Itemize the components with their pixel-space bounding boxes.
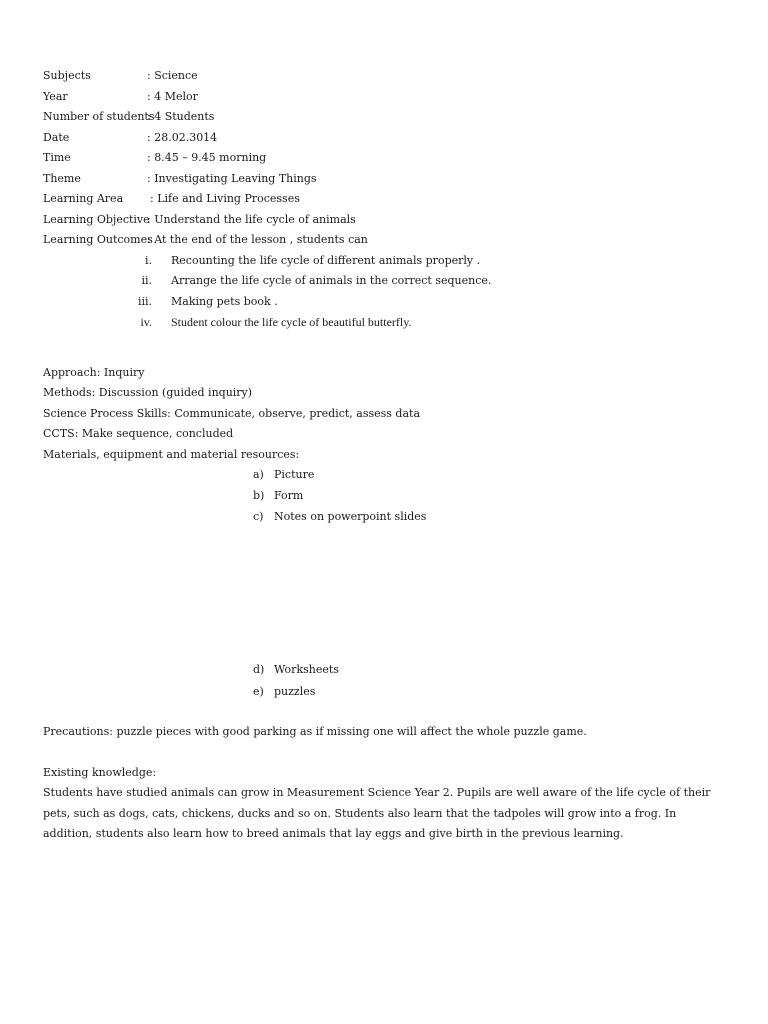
time-value: : 8.45 – 9.45 morning [147, 151, 267, 164]
students-value: : 4 Students [147, 110, 215, 123]
existing-knowledge-heading: Existing knowledge: [43, 766, 157, 779]
material-letter: b) [253, 489, 265, 502]
material-text: Form [274, 489, 304, 502]
skills-line: Science Process Skills: Communicate, observe, predict, assess data [43, 407, 421, 420]
learning-area-value: : Life and Living Processes [150, 192, 300, 205]
material-text: Picture [274, 468, 315, 481]
material-letter: d) [253, 663, 265, 676]
outcome-number: ii. [141, 274, 152, 287]
outcome-text: Recounting the life cycle of different animals properly . [171, 254, 481, 267]
year-value: : 4 Melor [147, 90, 198, 103]
material-text: Notes on powerpoint slides [274, 510, 427, 523]
theme-value: : Investigating Leaving Things [147, 172, 317, 185]
theme-label: Theme [43, 172, 81, 185]
material-letter: a) [253, 468, 264, 481]
material-letter: c) [253, 510, 264, 523]
existing-knowledge-paragraph: Students have studied animals can grow in Measurement Science Year 2. Pupils are well aware of the life cycle of their pets, such as dogs, cats, chickens, ducks and so on. Students also learn that the tadpoles will grow into a frog. In addition, students also learn how to breed animals that lay eggs and give birth in the previous learning. [43, 786, 711, 840]
students-label: Number of students [43, 110, 155, 123]
date-value: : 28.02.3014 [147, 131, 218, 144]
outcome-text: Making pets book . [171, 295, 278, 308]
materials-heading: Materials, equipment and material resources: [43, 448, 300, 461]
outcome-number: i. [144, 254, 152, 267]
learning-area-label: Learning Area [43, 192, 124, 205]
date-label: Date [43, 131, 70, 144]
ccts-line: CCTS: Make sequence, concluded [43, 427, 234, 440]
material-text: Worksheets [274, 663, 339, 676]
outcome-text: Student colour the life cycle of beautiful butterfly. [171, 315, 412, 329]
learning-objective-label: Learning Objective [43, 213, 150, 226]
outcome-text: Arrange the life cycle of animals in the correct sequence. [171, 274, 492, 287]
approach-line: Approach: Inquiry [43, 366, 145, 379]
outcome-number: iv. [140, 315, 152, 329]
subjects-value: : Science [147, 69, 198, 82]
methods-line: Methods: Discussion (guided inquiry) [43, 386, 253, 399]
learning-outcomes-label: Learning Outcomes [43, 233, 153, 246]
material-letter: e) [253, 685, 264, 698]
precautions-line: Precautions: puzzle pieces with good parking as if missing one will affect the whole puzzle game. [43, 725, 587, 738]
learning-outcomes-value: : At the end of the lesson , students can [147, 233, 368, 246]
subjects-label: Subjects [43, 69, 91, 82]
material-text: puzzles [274, 685, 316, 698]
time-label: Time [43, 151, 71, 164]
learning-objective-value: : Understand the life cycle of animals [147, 213, 356, 226]
outcome-number: iii. [137, 295, 152, 308]
year-label: Year [43, 90, 68, 103]
